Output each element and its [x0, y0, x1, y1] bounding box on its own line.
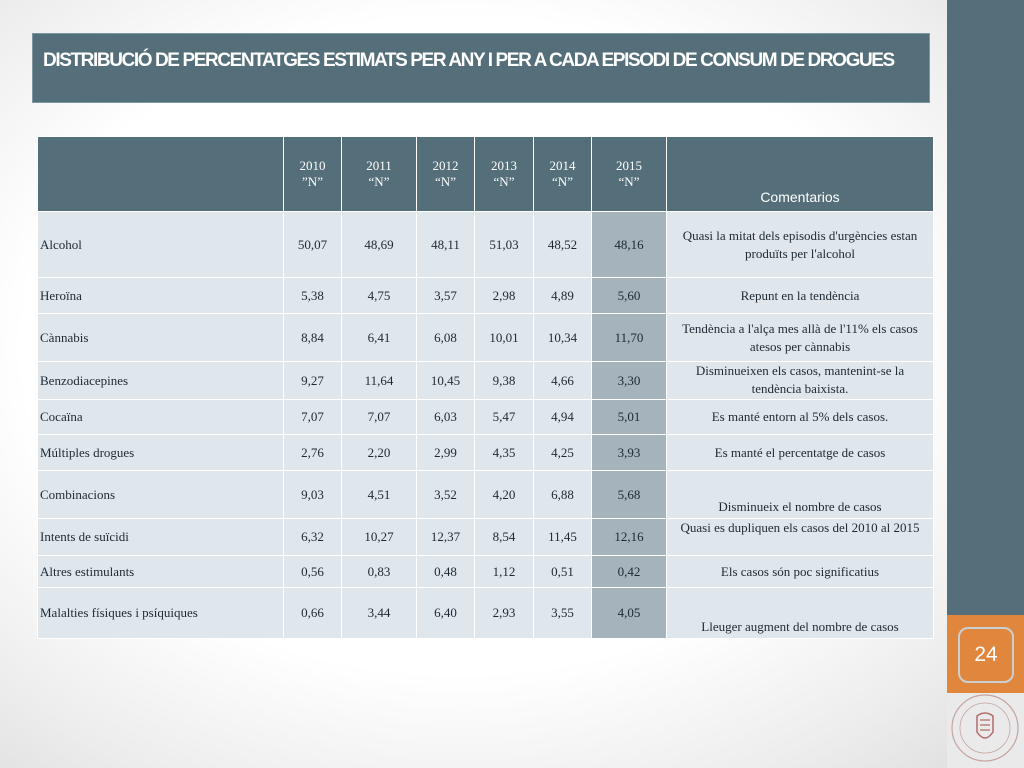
table-row [38, 588, 934, 639]
comment-cell: Quasi es dupliquen els casos del 2010 al 2015 [667, 519, 934, 556]
cell: 48,11 [417, 212, 475, 278]
cell: 0,66 [284, 588, 342, 639]
cell: 3,93 [592, 435, 667, 471]
cell: 10,27 [342, 519, 417, 556]
comment-cell: Es manté entorn al 5% dels casos. [667, 400, 934, 435]
cell: 12,37 [417, 519, 475, 556]
comment-cell: Els casos són poc significatius [667, 556, 934, 588]
table-row [38, 471, 934, 519]
table-row [38, 400, 934, 435]
comment-cell: Disminueixen els casos, mantenint-se la tendència baixista. [667, 362, 934, 400]
cell: 9,27 [284, 362, 342, 400]
cell: 10,45 [417, 362, 475, 400]
cell: 4,66 [534, 362, 592, 400]
comment-cell: Tendència a l'alça mes allà de l'11% els casos atesos per cànnabis [667, 314, 934, 362]
cell: 0,51 [534, 556, 592, 588]
page-number-frame [958, 627, 1014, 683]
comment-cell: Lleuger augment del nombre de casos [667, 588, 934, 639]
row-label: Malalties físiques i psíquiques [38, 588, 284, 639]
cell: 7,07 [284, 400, 342, 435]
cell: 9,38 [475, 362, 534, 400]
cell: 3,52 [417, 471, 475, 519]
cell: 5,38 [284, 278, 342, 314]
cell: 10,01 [475, 314, 534, 362]
cell: 11,64 [342, 362, 417, 400]
cell: 4,51 [342, 471, 417, 519]
row-label: Intents de suïcidi [38, 519, 284, 556]
cell: 4,35 [475, 435, 534, 471]
cell: 4,05 [592, 588, 667, 639]
cell: 5,60 [592, 278, 667, 314]
cell: 3,30 [592, 362, 667, 400]
cell: 2,99 [417, 435, 475, 471]
cell: 3,44 [342, 588, 417, 639]
header-year: 2014 “N” [534, 137, 592, 212]
cell: 7,07 [342, 400, 417, 435]
header-year: 2010 ”N” [284, 137, 342, 212]
cell: 11,70 [592, 314, 667, 362]
cell: 2,76 [284, 435, 342, 471]
comment-cell: Quasi la mitat dels episodis d'urgències estan produïts per l'alcohol [667, 212, 934, 278]
comment-cell: Es manté el percentatge de casos [667, 435, 934, 471]
row-label: Heroïna [38, 278, 284, 314]
comment-cell: Disminueix el nombre de casos [667, 471, 934, 519]
cell: 48,69 [342, 212, 417, 278]
header-year: 2011 “N” [342, 137, 417, 212]
cell: 11,45 [534, 519, 592, 556]
table-row [38, 212, 934, 278]
row-label: Alcohol [38, 212, 284, 278]
cell: 4,25 [534, 435, 592, 471]
cell: 4,75 [342, 278, 417, 314]
table-row [38, 556, 934, 588]
cell: 0,42 [592, 556, 667, 588]
header-year: 2012 “N” [417, 137, 475, 212]
cell: 51,03 [475, 212, 534, 278]
table-row [38, 278, 934, 314]
cell: 4,89 [534, 278, 592, 314]
cell: 6,03 [417, 400, 475, 435]
page-number: 24 [974, 643, 998, 666]
header-blank [38, 137, 284, 212]
row-label: Cocaïna [38, 400, 284, 435]
page-title: DISTRIBUCIÓ DE PERCENTATGES ESTIMATS PER ANY I PER A CADA EPISODI DE CONSUM DE DROGUES [43, 50, 894, 71]
cell: 2,20 [342, 435, 417, 471]
header-year: 2015 “N” [592, 137, 667, 212]
cell: 12,16 [592, 519, 667, 556]
row-label: Benzodiacepines [38, 362, 284, 400]
cell: 6,88 [534, 471, 592, 519]
cell: 3,57 [417, 278, 475, 314]
cell: 5,01 [592, 400, 667, 435]
row-label: Múltiples drogues [38, 435, 284, 471]
table-row [38, 435, 934, 471]
cell: 6,08 [417, 314, 475, 362]
cell: 9,03 [284, 471, 342, 519]
cell: 48,16 [592, 212, 667, 278]
cell: 5,47 [475, 400, 534, 435]
row-label: Combinacions [38, 471, 284, 519]
university-seal-icon [949, 692, 1021, 764]
table-row [38, 519, 934, 556]
cell: 6,40 [417, 588, 475, 639]
cell: 2,98 [475, 278, 534, 314]
cell: 10,34 [534, 314, 592, 362]
table-header-row [38, 137, 934, 212]
cell: 0,48 [417, 556, 475, 588]
cell: 2,93 [475, 588, 534, 639]
cell: 5,68 [592, 471, 667, 519]
cell: 0,83 [342, 556, 417, 588]
row-label: Altres estimulants [38, 556, 284, 588]
row-label: Cànnabis [38, 314, 284, 362]
comment-cell: Repunt en la tendència [667, 278, 934, 314]
table-row [38, 362, 934, 400]
cell: 6,32 [284, 519, 342, 556]
cell: 8,54 [475, 519, 534, 556]
cell: 8,84 [284, 314, 342, 362]
cell: 4,20 [475, 471, 534, 519]
table-row [38, 314, 934, 362]
cell: 3,55 [534, 588, 592, 639]
cell: 48,52 [534, 212, 592, 278]
cell: 0,56 [284, 556, 342, 588]
title-bar [33, 34, 929, 102]
cell: 6,41 [342, 314, 417, 362]
header-year: 2013 “N” [475, 137, 534, 212]
data-table [37, 136, 934, 639]
cell: 1,12 [475, 556, 534, 588]
cell: 4,94 [534, 400, 592, 435]
cell: 50,07 [284, 212, 342, 278]
header-comments: Comentarios [667, 137, 934, 212]
